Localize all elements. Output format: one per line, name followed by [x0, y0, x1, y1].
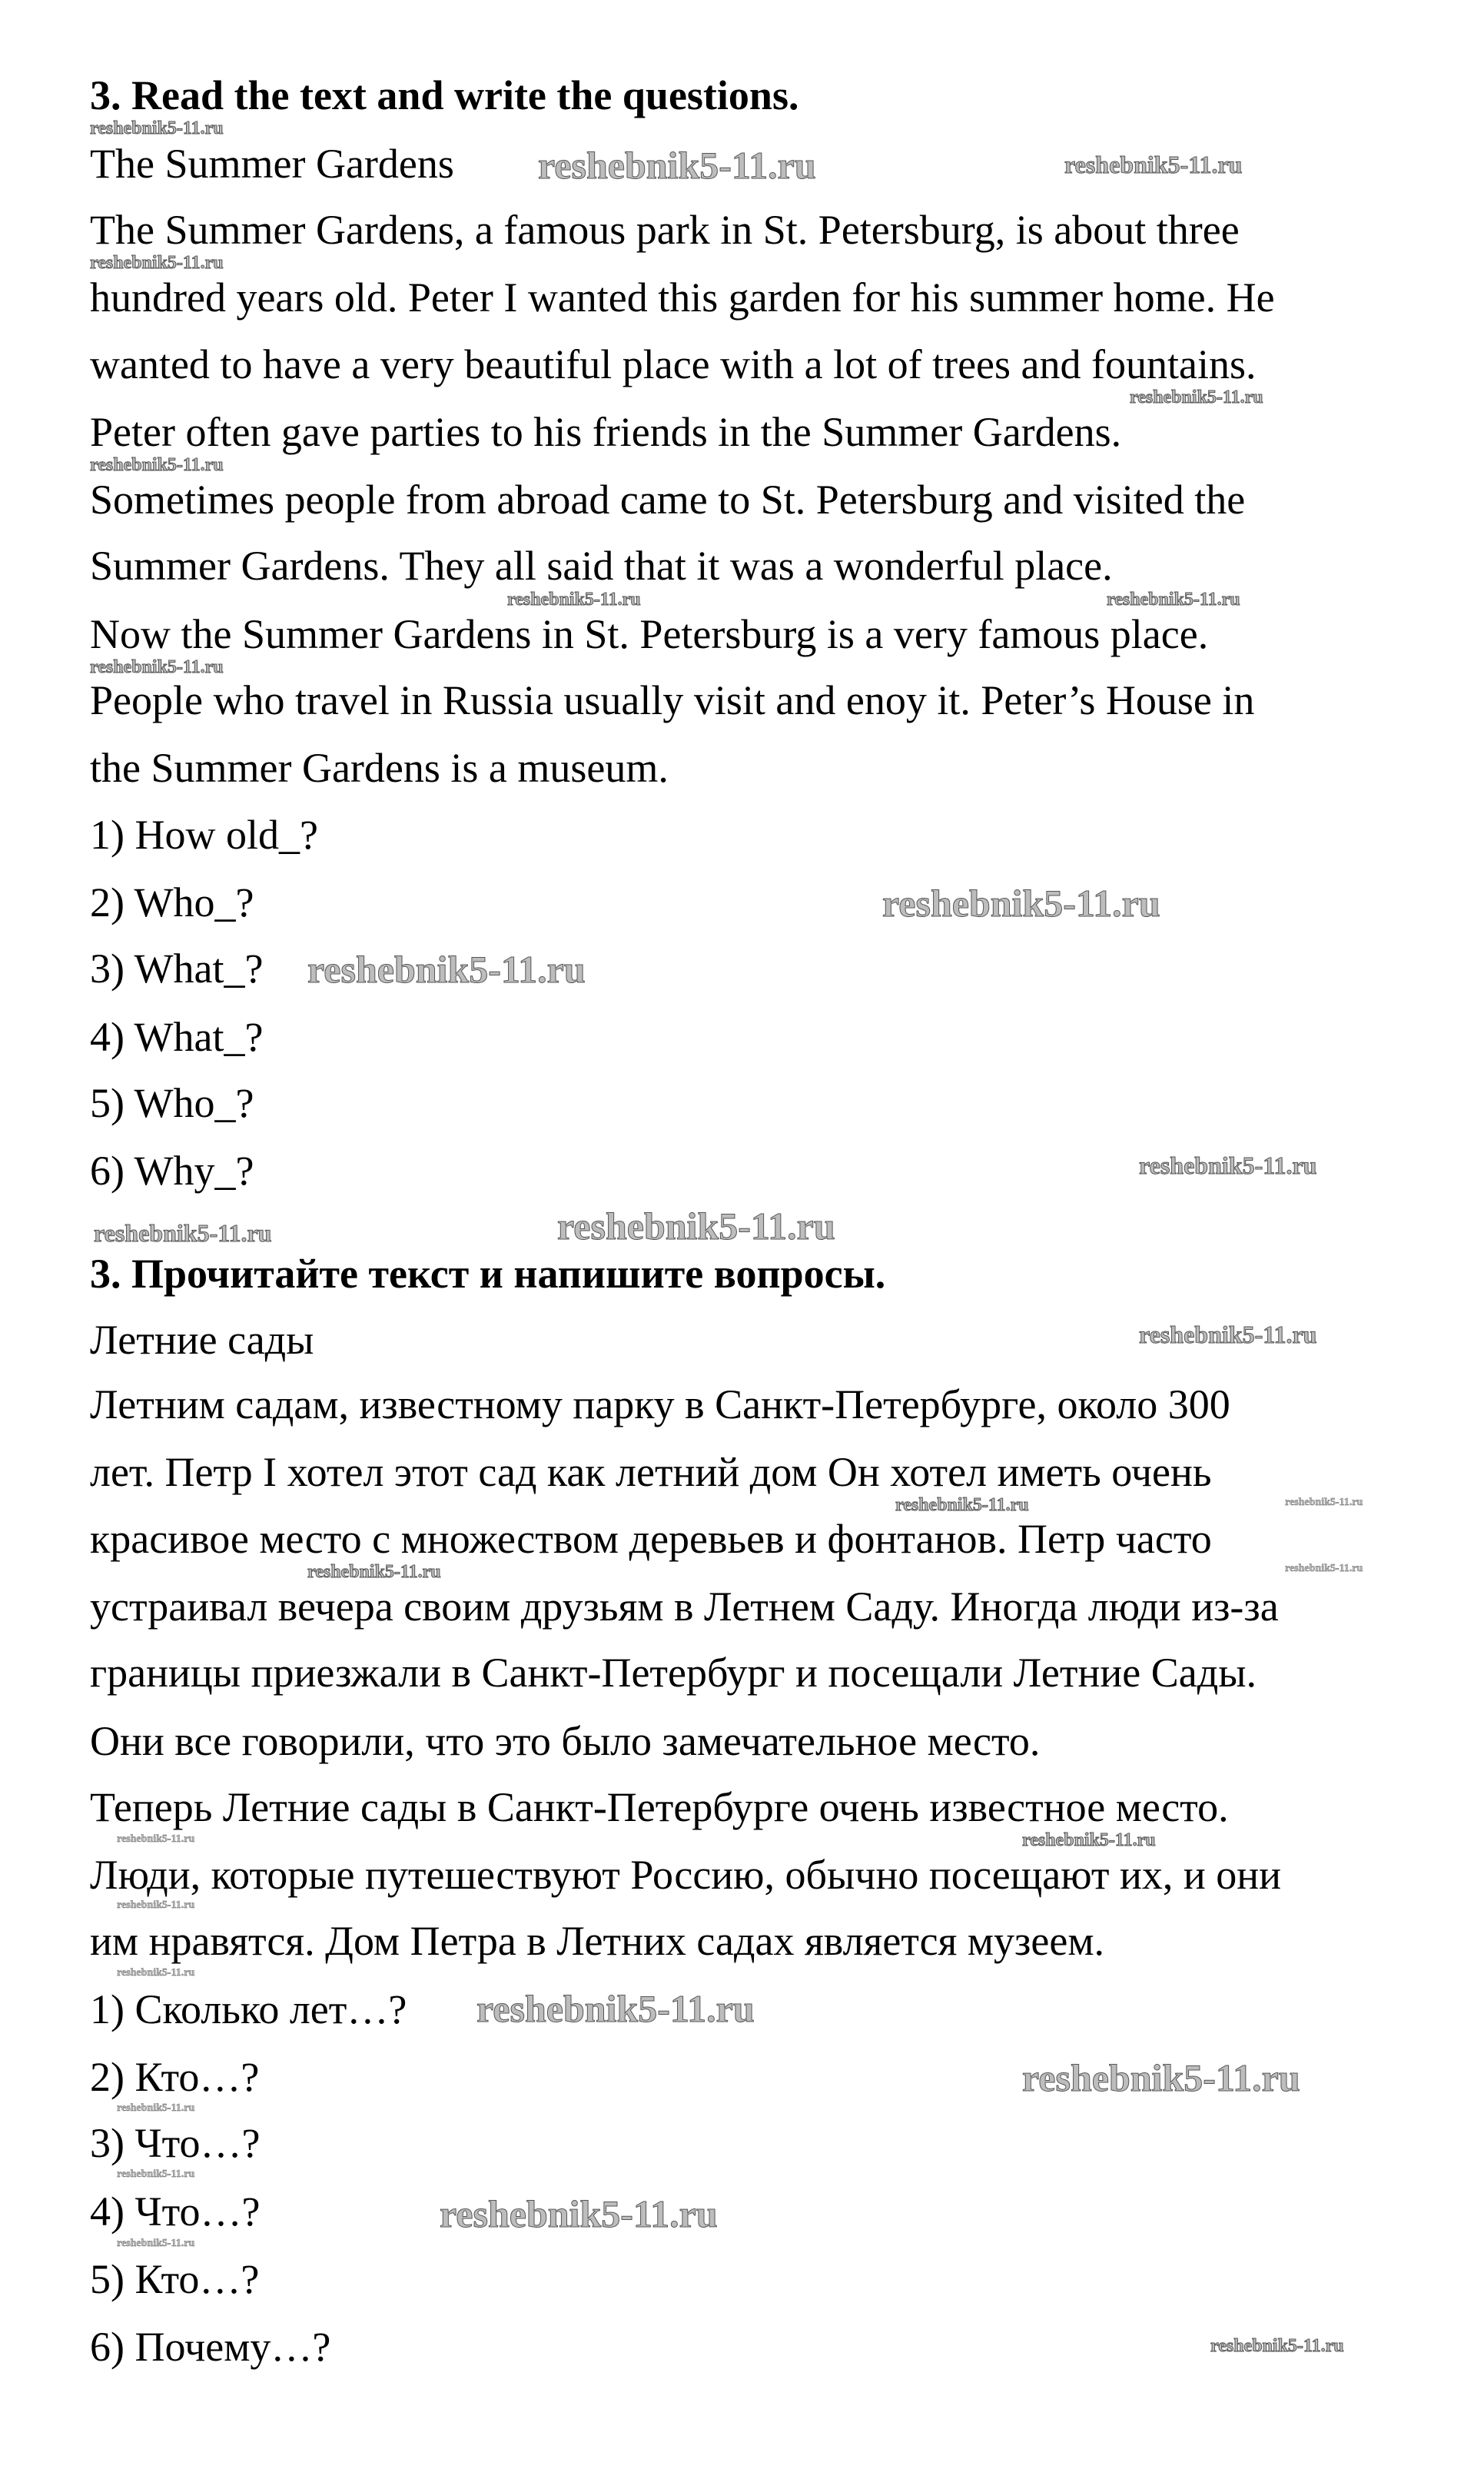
question-item: 4) What_? — [90, 1014, 264, 1060]
question-item: 5) Кто…? — [90, 2256, 260, 2302]
watermark: reshebnik5-11.ru — [895, 1495, 1029, 1515]
watermark: reshebnik5-11.ru — [1285, 1563, 1363, 1574]
watermark: reshebnik5-11.ru — [1022, 2056, 1300, 2099]
watermark: reshebnik5-11.ru — [90, 657, 224, 677]
watermark: reshebnik5-11.ru — [117, 2102, 195, 2114]
watermark: reshebnik5-11.ru — [117, 1899, 195, 1911]
watermark: reshebnik5-11.ru — [1130, 387, 1263, 407]
watermark: reshebnik5-11.ru — [117, 1833, 195, 1845]
text-line: Люди, которые путешествуют Россию, обычно посещают их, и они — [90, 1852, 1282, 1898]
text-line: Они все говорили, что это было замечательное место. — [90, 1718, 1041, 1764]
watermark: reshebnik5-11.ru — [90, 253, 224, 273]
watermark: reshebnik5-11.ru — [1064, 151, 1243, 178]
text-line: Summer Gardens. They all said that it was a wonderful place. — [90, 543, 1113, 589]
watermark: reshebnik5-11.ru — [1139, 1321, 1317, 1348]
text-line: Летним садам, известному парку в Санкт-Петербурге, около 300 — [90, 1381, 1230, 1427]
question-item: 3) Что…? — [90, 2120, 261, 2166]
watermark: reshebnik5-11.ru — [90, 455, 224, 475]
watermark: reshebnik5-11.ru — [1210, 2336, 1344, 2356]
question-item: 2) Who_? — [90, 879, 254, 925]
watermark: reshebnik5-11.ru — [1285, 1497, 1363, 1508]
text-line: Теперь Летние сады в Санкт-Петербурге очень известное место. — [90, 1784, 1229, 1830]
watermark: reshebnik5-11.ru — [117, 1967, 195, 1979]
watermark: reshebnik5-11.ru — [1107, 590, 1240, 610]
watermark: reshebnik5-11.ru — [94, 1219, 272, 1247]
question-item: 1) How old_? — [90, 812, 318, 858]
text-line: красивое место с множеством деревьев и фонтанов. Петр часто — [90, 1516, 1212, 1562]
text-line: People who travel in Russia usually visit and enoy it. Peter’s House in — [90, 677, 1255, 723]
watermark: reshebnik5-11.ru — [440, 2192, 718, 2235]
watermark: reshebnik5-11.ru — [1022, 1830, 1156, 1850]
watermark: reshebnik5-11.ru — [476, 1987, 755, 2030]
text-line: устраивал вечера своим друзьям в Летнем Саду. Иногда люди из-за — [90, 1583, 1279, 1630]
watermark: reshebnik5-11.ru — [557, 1205, 835, 1248]
watermark: reshebnik5-11.ru — [1139, 1151, 1317, 1179]
question-item: 1) Сколько лет…? — [90, 1986, 407, 2032]
question-item: 6) Why_? — [90, 1148, 254, 1194]
text-line: Peter often gave parties to his friends in the Summer Gardens. — [90, 409, 1122, 455]
question-item: 5) Who_? — [90, 1080, 254, 1126]
exercise-title-ru: 3. Прочитайте текст и напишите вопросы. — [90, 1251, 886, 1297]
watermark: reshebnik5-11.ru — [90, 118, 224, 138]
question-item: 4) Что…? — [90, 2188, 261, 2235]
watermark: reshebnik5-11.ru — [538, 144, 816, 187]
question-item: 6) Почему…? — [90, 2324, 331, 2370]
text-heading-ru: Летние сады — [90, 1317, 314, 1363]
watermark: reshebnik5-11.ru — [307, 948, 586, 991]
text-line: Sometimes people from abroad came to St. Petersburg and visited the — [90, 477, 1246, 523]
question-item: 3) What_? — [90, 945, 264, 992]
text-line: Now the Summer Gardens in St. Petersburg is a very famous place. — [90, 611, 1209, 657]
watermark: reshebnik5-11.ru — [882, 882, 1160, 925]
text-line: границы приезжали в Санкт-Петербург и посещали Летние Сады. — [90, 1650, 1257, 1696]
exercise-title-en: 3. Read the text and write the questions. — [90, 72, 799, 118]
watermark: reshebnik5-11.ru — [117, 2238, 195, 2249]
question-item: 2) Кто…? — [90, 2054, 260, 2100]
text-line: the Summer Gardens is a museum. — [90, 745, 669, 791]
text-heading-en: The Summer Gardens — [90, 141, 454, 187]
text-line: им нравятся. Дом Петра в Летних садах является музеем. — [90, 1918, 1104, 1964]
text-line: лет. Петр I хотел этот сад как летний дом Он хотел иметь очень — [90, 1449, 1212, 1495]
text-line: The Summer Gardens, a famous park in St. Petersburg, is about three — [90, 207, 1240, 253]
watermark: reshebnik5-11.ru — [307, 1562, 441, 1582]
watermark: reshebnik5-11.ru — [507, 590, 641, 610]
text-line: wanted to have a very beautiful place with a lot of trees and fountains. — [90, 341, 1257, 387]
text-line: hundred years old. Peter I wanted this garden for his summer home. He — [90, 274, 1275, 321]
watermark: reshebnik5-11.ru — [117, 2168, 195, 2180]
